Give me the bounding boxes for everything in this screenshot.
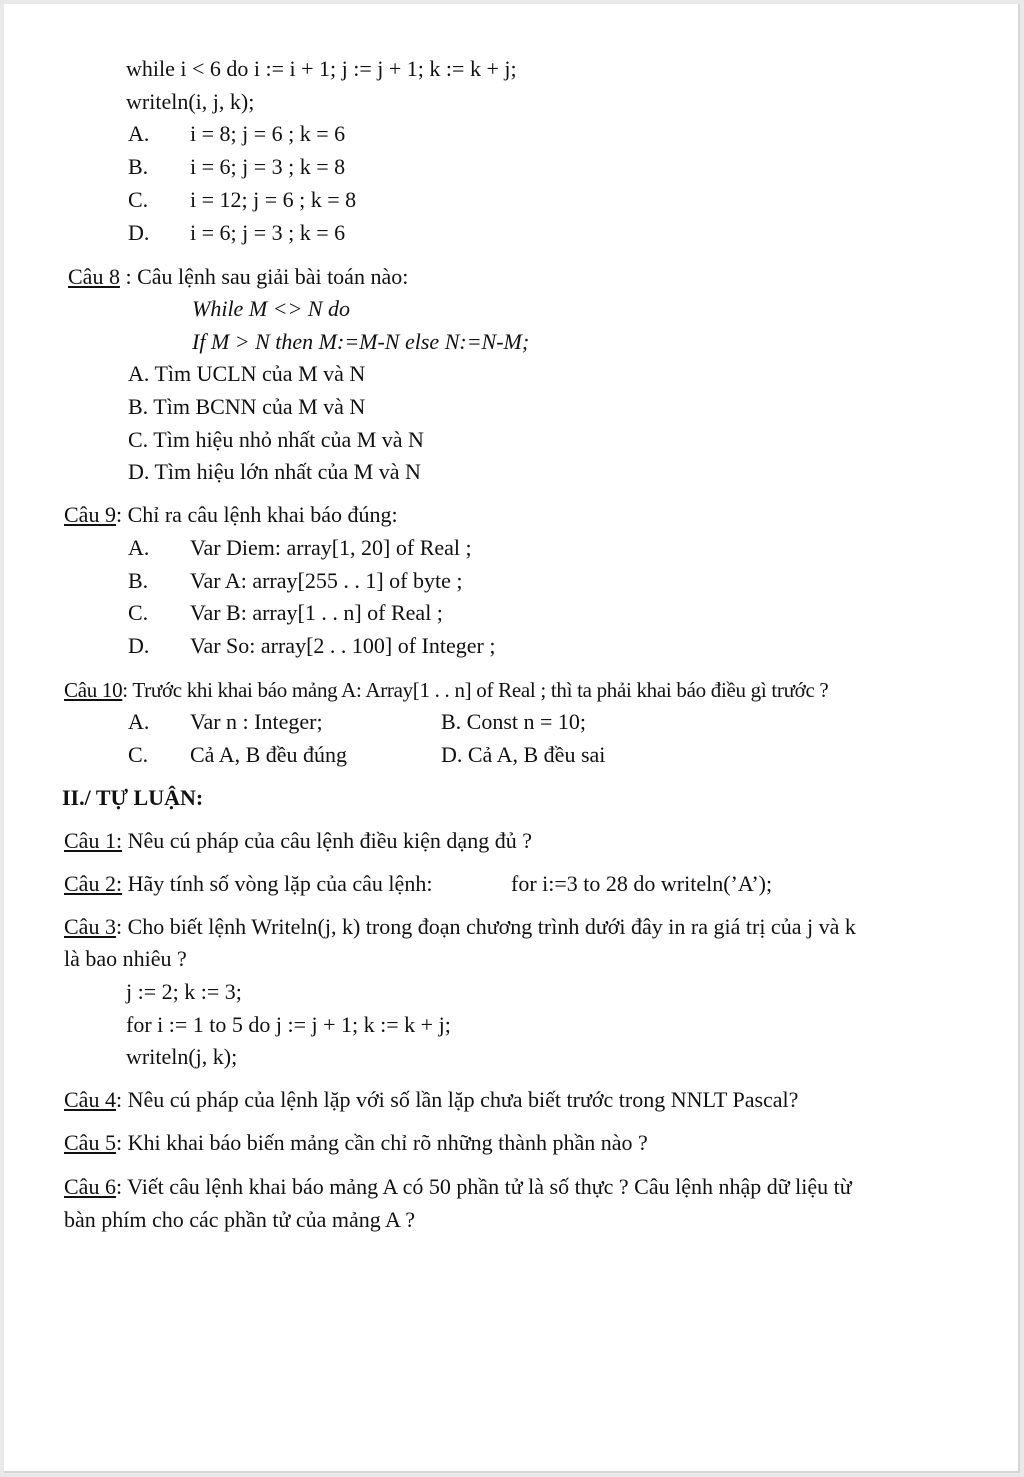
essay-c2-label: Câu 2:	[64, 871, 123, 896]
q8-option-b: B. Tìm BCNN của M và N	[128, 394, 366, 419]
document-page	[4, 4, 1020, 1473]
essay-c6-text: : Viết câu lệnh khai báo mảng A có 50 phần tử là số thực ? Câu lệnh nhập dữ liệu từ	[115, 1174, 852, 1199]
essay-c3	[64, 914, 856, 940]
q7-option-c-letter: C.	[128, 187, 149, 212]
q8-text: : Câu lệnh sau giải bài toán nào:	[119, 264, 409, 289]
essay-c1	[64, 828, 532, 854]
q7-option-d-letter: D.	[128, 220, 150, 245]
q7-code-line-2: writeln(i, j, k);	[126, 89, 255, 114]
essay-c4-text: : Nêu cú pháp của lệnh lặp với số lần lặp chưa biết trước trong NNLT Pascal?	[115, 1087, 799, 1112]
q7-option-a-letter: A.	[128, 121, 150, 146]
q8-option-a: A. Tìm UCLN của M và N	[128, 361, 366, 386]
essay-c6	[64, 1174, 852, 1200]
essay-c6-label: Câu 6	[64, 1174, 116, 1199]
q8-code-line-1: While M <> N do	[192, 296, 351, 321]
q7-option-b: i = 6; j = 3 ; k = 8	[190, 154, 346, 179]
essay-c3-code-3: writeln(j, k);	[126, 1044, 238, 1069]
essay-c1-text: Nêu cú pháp của câu lệnh điều kiện dạng đủ ?	[122, 828, 532, 853]
q9-option-d-letter: D.	[128, 633, 150, 658]
q9-option-b: Var A: array[255 . . 1] of byte ;	[190, 568, 463, 593]
q8-label: Câu 8	[68, 264, 120, 289]
q7-option-c: i = 12; j = 6 ; k = 8	[190, 187, 357, 212]
q8-question	[68, 264, 408, 290]
q9-text: : Chỉ ra câu lệnh khai báo đúng:	[115, 502, 398, 527]
q7-option-b-letter: B.	[128, 154, 149, 179]
q9-option-b-letter: B.	[128, 568, 149, 593]
q10-label: Câu 10	[64, 678, 123, 702]
q8-code-line-2: If M > N then M:=M-N else N:=N-M;	[192, 329, 530, 354]
essay-c5-label: Câu 5	[64, 1130, 116, 1155]
essay-c5	[64, 1130, 648, 1156]
essay-c2-code: for i:=3 to 28 do writeln(’A’);	[511, 871, 773, 896]
q9-option-c: Var B: array[1 . . n] of Real ;	[190, 600, 443, 625]
essay-c4	[64, 1087, 798, 1113]
q7-code-line-1: while i < 6 do i := i + 1; j := j + 1; k := k + j;	[126, 56, 517, 81]
essay-c3-code-2: for i := 1 to 5 do j := j + 1; k := k + j;	[126, 1012, 451, 1037]
q7-option-a: i = 8; j = 6 ; k = 6	[190, 121, 346, 146]
q8-option-d: D. Tìm hiệu lớn nhất của M và N	[128, 459, 421, 484]
q10-option-c: Cả A, B đều đúng	[190, 742, 348, 767]
essay-c5-text: : Khi khai báo biến mảng cần chỉ rõ những thành phần nào ?	[115, 1130, 648, 1155]
q10-text: : Trước khi khai báo mảng A: Array[1 . . n] of Real ; thì ta phải khai báo điều gì trước ?	[122, 678, 829, 702]
essay-c3-label: Câu 3	[64, 914, 116, 939]
q10-option-d: D. Cả A, B đều sai	[441, 742, 606, 767]
essay-c2-text: Hãy tính số vòng lặp của câu lệnh:	[122, 871, 433, 896]
q10-option-a: Var n : Integer;	[190, 709, 323, 734]
q10-option-c-letter: C.	[128, 742, 149, 767]
essay-c2	[64, 871, 432, 897]
q9-label: Câu 9	[64, 502, 116, 527]
essay-c4-label: Câu 4	[64, 1087, 116, 1112]
essay-c3-text-2: là bao nhiêu ?	[64, 946, 187, 971]
q10-option-a-letter: A.	[128, 709, 150, 734]
q10-option-b: B. Const n = 10;	[441, 709, 587, 734]
q7-option-d: i = 6; j = 3 ; k = 6	[190, 220, 346, 245]
essay-c6-text-2: bàn phím cho các phần tử của mảng A ?	[64, 1207, 415, 1232]
essay-c3-code-1: j := 2; k := 3;	[126, 979, 242, 1004]
essay-c3-text: : Cho biết lệnh Writeln(j, k) trong đoạn chương trình dưới đây in ra giá trị của j và k	[115, 914, 856, 939]
q9-option-d: Var So: array[2 . . 100] of Integer ;	[190, 633, 496, 658]
q9-option-a: Var Diem: array[1, 20] of Real ;	[190, 535, 472, 560]
essay-c1-label: Câu 1:	[64, 828, 123, 853]
q10-question	[64, 677, 828, 703]
section-title: II./ TỰ LUẬN:	[62, 785, 204, 810]
q8-option-c: C. Tìm hiệu nhỏ nhất của M và N	[128, 427, 424, 452]
q9-option-a-letter: A.	[128, 535, 150, 560]
q9-question	[64, 502, 398, 528]
q9-option-c-letter: C.	[128, 600, 149, 625]
